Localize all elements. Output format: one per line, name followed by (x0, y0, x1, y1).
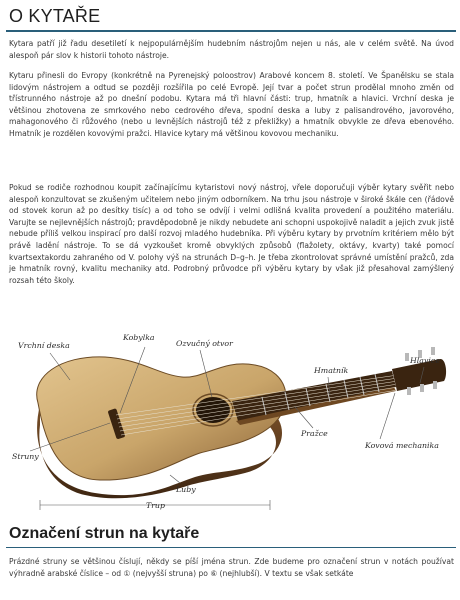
page-title: O KYTAŘE (9, 6, 101, 26)
sound-hole (196, 397, 230, 423)
buying-advice-paragraph: Pokud se rodiče rozhodnou koupit začínajícímu kytaristovi nový nástroj, vřele doporučuji výběr kytary svěřit nebo alespoň konzultovat se zkušeným učitelem nebo jiným odborníkem. Na trhu jsou nástroje v široké škále cen (řádově od stovek korun až po desítky tisíc) a od toho se odvíjí i velmi odlišná kvalita provedení a použitého materiálu. Varujte se nejlevnějších nástrojů; pravděpodobně je nikdy nebudete ani schopni uspokojivě naladit a jejich zvuk jistě nebude příliš velkou inspirací pro další rozvoj mladého hudebníka. Při výběru kytary by prvotním kritériem mělo být právě ladění nástroje. To se dá vyzkoušet kromě obvyklých způsobů (flažolety, oktávy, kvarty) také pomocí kvartsextakordu zahraného od V. polohy výš na strunách D–g–h. Je třeba zkontrolovat správné umístění pražců, zda je hmatník rovný, kvalitu mechaniky atd. Podrobný průvodce při výběru kytary by však již přesahoval zamýšlený rozsah této školy. (9, 183, 454, 285)
label-prazce: Pražce (301, 429, 328, 438)
label-hlavice: Hlavice (410, 356, 440, 365)
label-vrchni-deska: Vrchní deska (18, 341, 70, 350)
label-trup: Trup (146, 501, 165, 510)
label-ozvucny-otvor: Ozvučný otvor (176, 339, 233, 348)
section-divider (6, 547, 456, 548)
label-struny: Struny (12, 452, 39, 461)
history-paragraph: Kytaru přinesli do Evropy (konkrétně na Pyrenejský poloostrov) Arabové koncem 8. století. Ve Španělsku se stala lidovým nástrojem a odtud se později rozšířila po celé Evropě. Její tvar a počet strun prodělal mnoho změn od třístrunného nástroje až po dnešní podobu. Kytara má tři hlavní části: trup, hmatník a hlavici. Vrchní deska je většinou zhotovena ze smrkového nebo cedrového dřeva, spodní deska a luby z palisandrového, javorového, mahagonového či růžového (nebo u levnějších nástrojů též z překližky) a hmatník obvykle ze dřeva ebenového. Hmatník je rozdělen kovovými pražci. Hlavice kytary má většinou kovovou mechaniku. (9, 71, 454, 138)
strings-paragraph: Prázdné struny se většinou číslují, někdy se píší jména strun. Zde budeme pro označení strun v notách používat výhradně arabské číslice – od ① (nejvyšší struna) po ⑥ (nejhlubší). V textu se však setkáte (9, 557, 454, 578)
section-title: Označení strun na kytaře (9, 525, 200, 542)
intro-paragraph: Kytara patří již řadu desetiletí k nejpopulárnějším hudebním nástrojům nejen u nás, ale v celém světě. Na úvod alespoň pár slov k historii tohoto nástroje. (9, 39, 454, 60)
label-kovova-mechanika: Kovová mechanika (365, 441, 439, 450)
label-luby: Luby (176, 485, 196, 494)
label-kobylka: Kobylka (123, 333, 155, 342)
guitar-diagram (0, 335, 460, 515)
guitar-illustration (0, 335, 460, 515)
title-divider (6, 30, 456, 32)
label-hmatnik: Hmatník (314, 366, 349, 375)
